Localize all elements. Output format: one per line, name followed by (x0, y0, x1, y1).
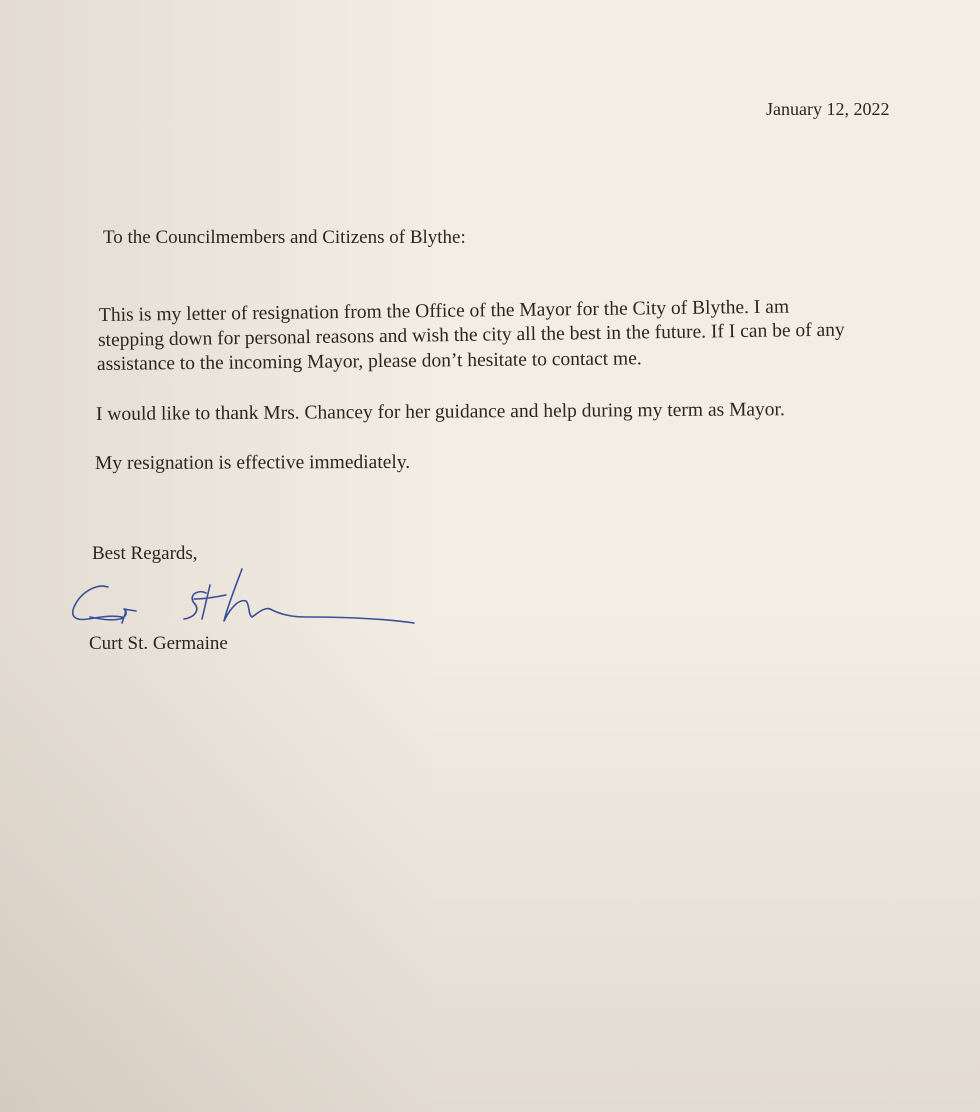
paragraph-1-line-3: assistance to the incoming Mayor, please don’t hesitate to contact me. (96, 348, 642, 375)
paragraph-1-line-2: stepping down for personal reasons and wish the city all the best in the future. If I can be of any (97, 319, 845, 351)
letter-date: January 12, 2022 (766, 99, 890, 119)
signature-icon (66, 565, 426, 635)
paragraph-2: I would like to thank Mrs. Chancey for her guidance and help during my term as Mayor. (95, 399, 785, 425)
closing: Best Regards, (92, 543, 198, 564)
signer-name: Curt St. Germaine (89, 633, 228, 654)
paragraph-3: My resignation is effective immediately. (94, 451, 411, 474)
paragraph-1-line-1: This is my letter of resignation from the Office of the Mayor for the City of Blythe. I am (98, 296, 790, 326)
salutation: To the Councilmembers and Citizens of Blythe: (103, 227, 466, 248)
